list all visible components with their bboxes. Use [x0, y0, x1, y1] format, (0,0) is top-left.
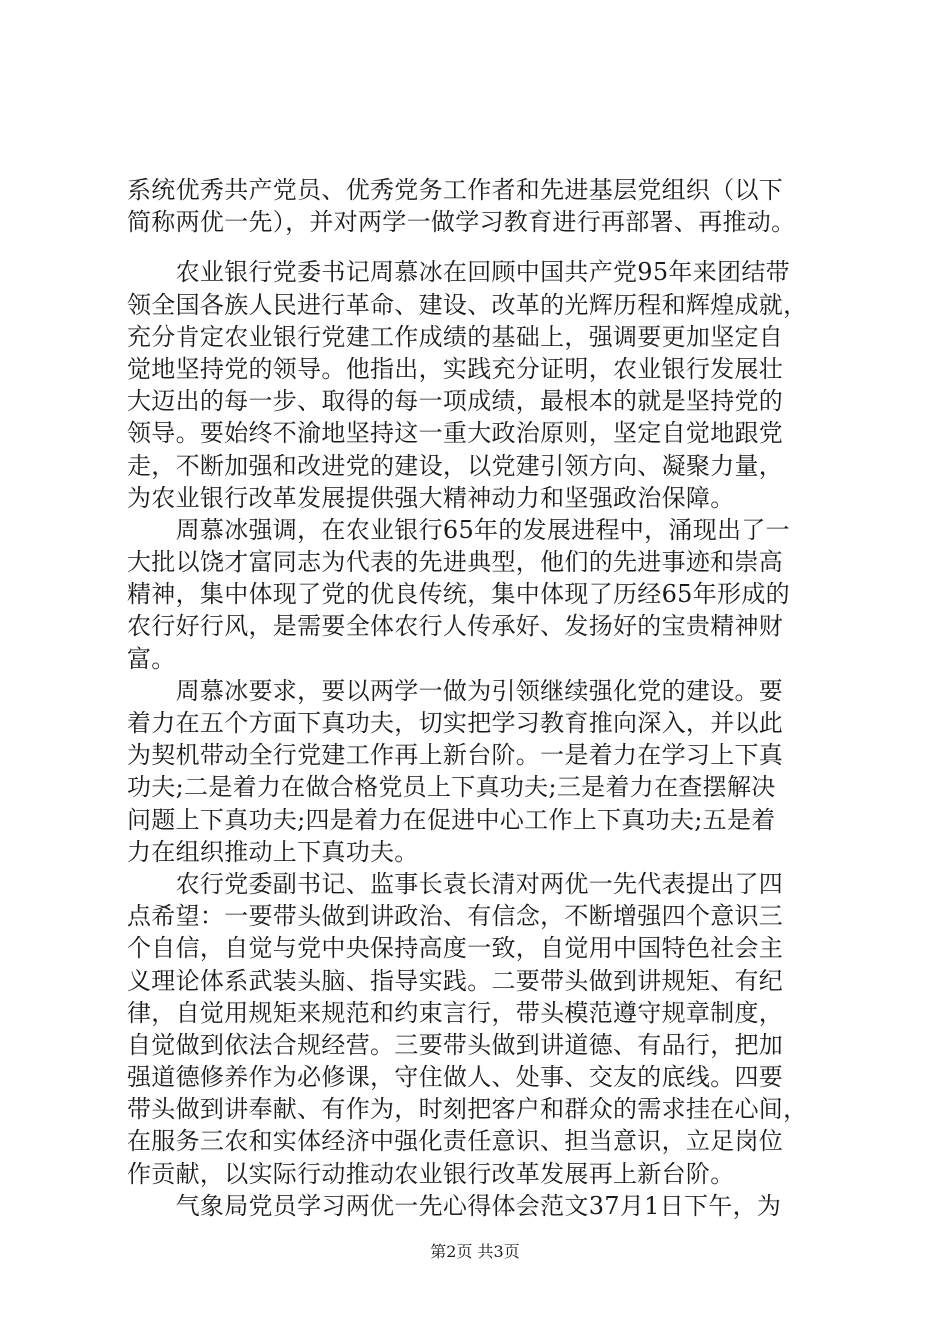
text-line: 着力在五个方面下真功夫，切实把学习教育推向深入，并以此 [127, 709, 784, 737]
text-line: 系统优秀共产党员、优秀党务工作者和先进基层党组织（以下 [127, 176, 784, 204]
text-line: 精神，集中体现了党的优良传统，集中体现了历经65年形成的 [127, 580, 790, 609]
text-line: 律，自觉用规矩来规范和约束言行，带头模范遵守规章制度， [127, 998, 784, 1027]
page-number-footer: 第2页 共3页 [430, 1242, 520, 1261]
text-line: 周慕冰要求，要以两学一做为引领继续强化党的建设。要 [127, 676, 784, 705]
text-line: 为契机带动全行党建工作再上新台阶。一是着力在学习上下真 [127, 741, 784, 770]
text-line: 义理论体系武装头脑、指导实践。二要带头做到讲规矩、有纪 [127, 966, 784, 995]
text-line: 富。 [127, 644, 176, 673]
paragraph-gap [127, 238, 827, 256]
paragraph [127, 256, 827, 514]
text-line: 在服务三农和实体经济中强化责任意识、担当意识，立足岗位 [127, 1127, 784, 1156]
text-line: 为农业银行改革发展提供强大精神动力和坚强政治保障。 [127, 483, 735, 512]
text-line: 领全国各族人民进行革命、建设、改革的光辉历程和辉煌成就， [127, 290, 808, 319]
text-line: 带头做到讲奉献、有作为，时刻把客户和群众的需求挂在心间， [127, 1095, 808, 1124]
text-line: 问题上下真功夫;四是着力在促进中心工作上下真功夫;五是着 [127, 805, 776, 834]
text-line: 大迈出的每一步、取得的每一项成绩，最根本的就是坚持党的 [127, 387, 784, 416]
text-line: 农业银行党委书记周慕冰在回顾中国共产党95年来团结带 [127, 258, 790, 287]
text-line: 功夫;二是着力在做合格党员上下真功夫;三是着力在查摆解决 [127, 773, 776, 802]
document-body [127, 174, 827, 1222]
text-line: 作贡献，以实际行动推动农业银行改革发展再上新台阶。 [127, 1159, 735, 1188]
paragraph [127, 1190, 827, 1222]
text-line: 充分肯定农业银行党建工作成绩的基础上，强调要更加坚定自 [127, 322, 784, 351]
text-line: 点希望：一要带头做到讲政治、有信念，不断增强四个意识三 [127, 902, 784, 931]
text-line: 强道德修养作为必修课，守住做人、处事、交友的底线。四要 [127, 1063, 784, 1092]
text-line: 觉地坚持党的领导。他指出，实践充分证明，农业银行发展壮 [127, 354, 784, 383]
text-line: 农行好行风，是需要全体农行人传承好、发扬好的宝贵精神财 [127, 612, 784, 641]
text-line: 农行党委副书记、监事长袁长清对两优一先代表提出了四 [127, 869, 784, 898]
text-line: 气象局党员学习两优一先心得体会范文37月1日下午，为 [127, 1191, 782, 1220]
text-line: 自觉做到依法合规经营。三要带头做到讲道德、有品行，把加 [127, 1030, 784, 1059]
text-line: 走，不断加强和改进党的建设，以党建引领方向、凝聚力量， [127, 451, 784, 480]
paragraph [127, 675, 827, 868]
text-line: 力在组织推动上下真功夫。 [127, 837, 419, 866]
text-line: 领导。要始终不渝地坚持这一重大政治原则，坚定自觉地跟党 [127, 419, 784, 448]
paragraph [127, 174, 827, 238]
text-line: 个自信，自觉与党中央保持高度一致，自觉用中国特色社会主 [127, 934, 784, 963]
text-line: 周慕冰强调，在农业银行65年的发展进程中，涌现出了一 [127, 515, 790, 544]
text-line: 简称两优一先），并对两学一做学习教育进行再部署、再推动。 [127, 208, 796, 237]
paragraph [127, 868, 827, 1190]
paragraph [127, 514, 827, 675]
text-line: 大批以饶才富同志为代表的先进典型，他们的先进事迹和崇高 [127, 548, 784, 577]
